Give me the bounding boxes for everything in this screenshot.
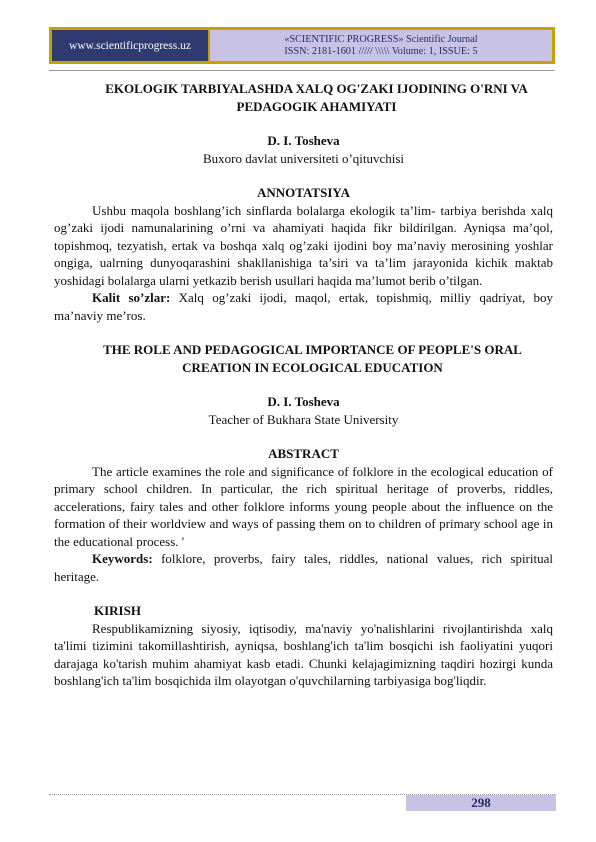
journal-name: «SCIENTIFIC PROGRESS» Scientific Journal — [284, 33, 478, 45]
en-title-line1: THE ROLE AND PEDAGOGICAL IMPORTANCE OF PEOPLE'S ORAL — [103, 342, 522, 357]
journal-issn-volume: ISSN: 2181-1601 ///// \\\\\ Volume: 1, ISSUE: 5 — [284, 45, 478, 57]
en-author: D. I. Tosheva — [267, 394, 340, 409]
en-keywords — [54, 550, 553, 585]
uz-title — [80, 80, 553, 115]
header-divider — [49, 70, 555, 71]
website-label[interactable]: www.scientificprogress.uz — [52, 30, 208, 61]
intro-heading: KIRISH — [94, 603, 141, 618]
uz-abstract-text: Ushbu maqola boshlang’ich sinflarda bolalarga ekologik ta’lim- tarbiya berishda xalq og’zaki ijodi namunalarining o’rni va ahamiyati haqida fikr bildirilgan. Ayniqsa ma’qol, topishmoq, tezyatish, ertak va boshqa xalq og’zaki ijodini boy ma’naviy merosining yoshlar ongiga, ualrning dunyoqarashini shakllanishiga ta’siri va ta’lim jarayonida kichik maktab yoshidagi bolalarga ularni yetkazib berish usullari haqida ma’lumot berib o’tilgan. — [54, 202, 553, 288]
uz-title-line1: EKOLOGIK TARBIYALASHDA XALQ OG'ZAKI IJODINING O'RNI VA — [105, 81, 528, 96]
journal-header — [49, 27, 555, 64]
article-body — [54, 80, 553, 690]
en-keywords-label: Keywords: — [92, 551, 153, 566]
en-title — [72, 341, 553, 376]
en-affiliation: Teacher of Bukhara State University — [208, 411, 399, 427]
en-abstract-heading: ABSTRACT — [268, 446, 339, 461]
uz-keywords-text: Xalq og’zaki ijodi, maqol, ertak, topishmiq, milliy qadriyat, boy ma’naviy me’ros. — [54, 290, 553, 323]
uz-affiliation: Buxoro davlat universiteti o’qituvchisi — [202, 150, 405, 166]
intro-text: Respublikamizning siyosiy, iqtisodiy, ma'naviy yo'nalishlarini rivojlantirishda xalq ta'limi tizimini takomillashtirish, ayniqsa, boshlang'ich ta'lim bosqichi ish faoliyatini yuqori darajaga ko'tarish muhim ahamiyat kasb etadi. Chunki kelajagimizning taqdiri hozirgi kunda boshlang'ich ta'lim bosqichida ilm olayotgan o'quvchilarning tarbiyasiga bog'liqdir. — [54, 620, 553, 688]
uz-author: D. I. Tosheva — [267, 133, 340, 148]
en-title-line2: CREATION IN ECOLOGICAL EDUCATION — [182, 359, 443, 375]
journal-info — [210, 30, 552, 61]
page-number: 298 — [406, 795, 556, 811]
en-keywords-text: folklore, proverbs, fairy tales, riddles, national values, rich spiritual heritage. — [54, 551, 553, 584]
uz-abstract-heading: ANNOTATSIYA — [257, 185, 350, 200]
uz-keywords — [54, 289, 553, 324]
en-abstract-text: The article examines the role and significance of folklore in the ecological education of primary school children. In particular, the rich spiritual heritage of proverbs, riddles, accelerations, fairy tales and other folklore informs young people about the influence on the formation of their worldview and ways of passing them on to children of primary school age in the educational process. ' — [54, 463, 553, 549]
uz-keywords-label: Kalit so’zlar: — [92, 290, 171, 305]
uz-title-line2: PEDAGOGIK AHAMIYATI — [236, 98, 397, 114]
